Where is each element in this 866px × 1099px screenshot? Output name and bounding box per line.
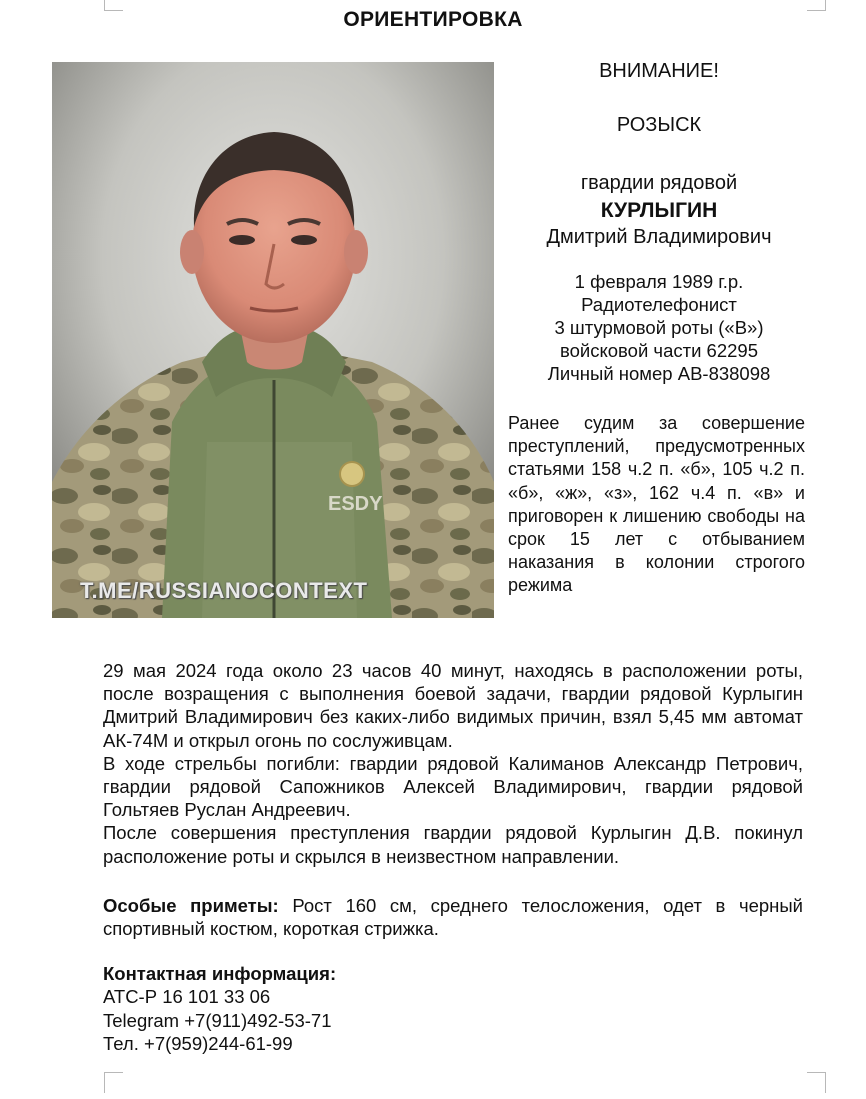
contact-info [103,962,336,1056]
contact-telegram: Telegram +7(911)492-53-71 [103,1009,332,1031]
person-surname: КУРЛЫГИН [600,199,718,222]
incident-description [103,659,803,868]
incident-paragraph-3 [103,821,803,867]
person-name: Дмитрий Владимирович [546,226,772,248]
special-marks [103,894,803,940]
person-unit: войсковой части 62295 [559,340,759,361]
incident-paragraph-1 [103,659,803,752]
person-position: Радиотелефонист [581,294,737,315]
wanted-heading: РОЗЫСК [616,114,702,136]
incident-paragraph-3-text: После совершения преступления гвардии рядовой Курлыгин Д.В. покинул расположение роты и скрылся в неизвестном направлении. [103,822,803,867]
special-marks-label: Особые приметы: [103,895,279,916]
person-company: 3 штурмовой роты («В») [554,317,764,338]
crop-mark-bottom-right [807,1072,826,1093]
contact-phone: Тел. +7(959)244-61-99 [103,1033,293,1055]
wanted-person-photo [52,62,494,618]
attention-heading: ВНИМАНИЕ! [599,60,719,82]
contact-info-label: Контактная информация: [103,963,337,984]
person-details [505,270,813,385]
chest-logo-text: ESDY [328,493,383,515]
document-title: ОРИЕНТИРОВКА [343,8,523,31]
person-rank: гвардии рядовой [580,172,738,194]
person-personal-number: Личный номер АВ-838098 [547,363,771,384]
person-birth: 1 февраля 1989 г.р. [574,271,744,292]
person-identity [505,170,813,251]
incident-paragraph-2-text: В ходе стрельбы погибли: гвардии рядовой Калиманов Александр Петрович, гвардии рядовой Сапожников Алексей Владимирович, гвардии рядовой Гольтяев Руслан Андреевич. [103,752,803,821]
incident-paragraph-2 [103,752,803,822]
incident-paragraph-1-text: 29 мая 2024 года около 23 часов 40 минут, находясь в расположении роты, после возращения с выполнения боевой задачи, гвардии рядовой Курлыгин Дмитрий Владимирович без каких-либо видимых причин, взял 5,45 мм автомат АК-74М и открыл огонь по сослуживцам. [103,660,803,751]
criminal-record: Ранее судим за совершение преступлений, предусмотренных статьями 158 ч.2 п. «б», 105 ч.2 п. «б», «ж», «з», 162 ч.4 п. «в» и приговорен к лишению свободы на срок 15 лет с отбыванием наказания в колонии строгого режима [508,413,805,596]
contact-ats: АТС-Р 16 101 33 06 [103,986,271,1008]
special-marks-text: Рост 160 см, среднего телосложения, одет в черный спортивный костюм, короткая стрижка. [103,895,804,940]
photo-watermark: T.ME/RUSSIANOCONTEXT [80,578,368,603]
crop-mark-bottom-left [104,1072,123,1093]
